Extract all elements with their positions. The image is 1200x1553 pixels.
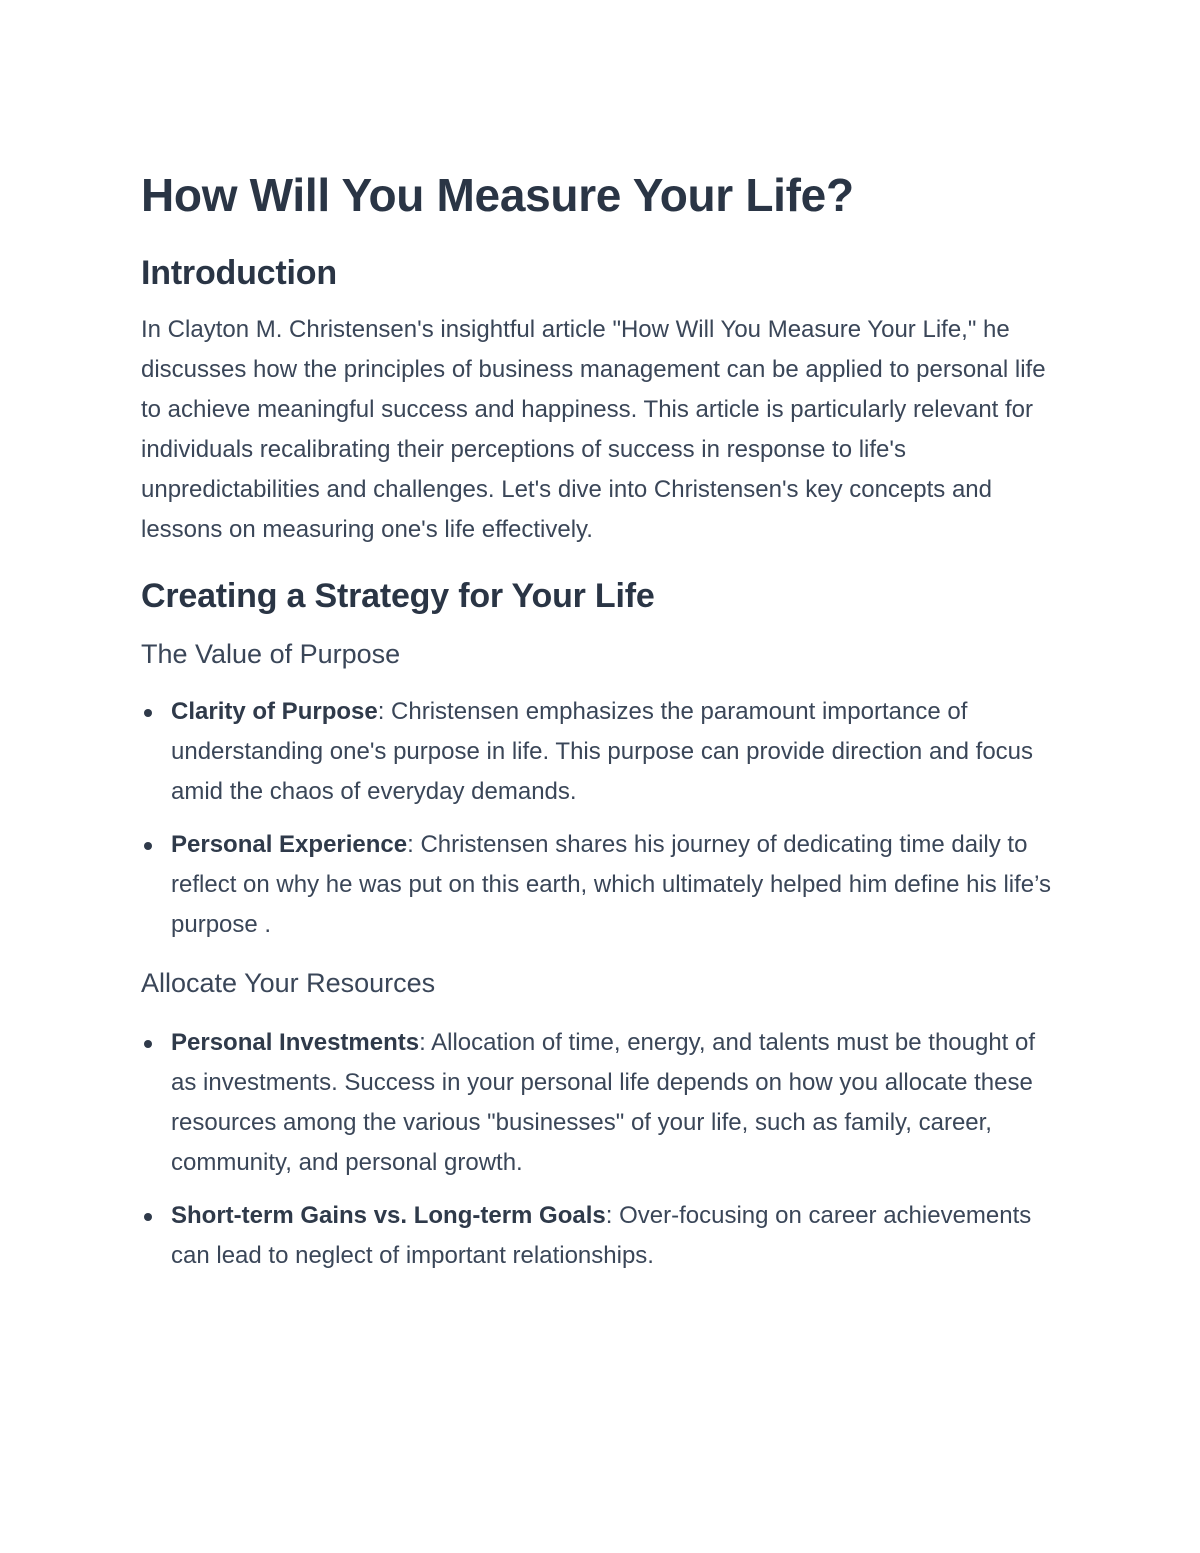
bullet-icon	[144, 1213, 152, 1221]
list-item	[141, 1023, 1061, 1183]
list-item-text: : Allocation of time, energy, and talents must be thought of as investments. Success in your personal life depends on how you allocate these resources among the various "businesses" of your life, such as family, career, community, and personal growth.	[171, 1029, 1036, 1176]
bullet-icon	[144, 709, 152, 717]
resources-list	[141, 1023, 1061, 1276]
purpose-list	[141, 692, 1061, 945]
list-item-term: Personal Investments	[171, 1029, 420, 1056]
introduction-heading: Introduction	[141, 254, 337, 292]
list-item-term: Short-term Gains vs. Long-term Goals	[171, 1202, 606, 1229]
list-item	[141, 825, 1061, 945]
document-title: How Will You Measure Your Life?	[141, 169, 854, 221]
list-item-text: : Over-focusing on career achievements can lead to neglect of important relationships.	[171, 1202, 1032, 1269]
introduction-paragraph: In Clayton M. Christensen's insightful article "How Will You Measure Your Life," he discusses how the principles of business management can be applied to personal life to achieve meaningful success and happiness. This article is particularly relevant for individuals recalibrating their perceptions of success in response to life's unpredictabilities and challenges. Let's dive into Christensen's key concepts and lessons on measuring one's life effectively.	[141, 316, 1046, 543]
list-item	[141, 692, 1061, 812]
bullet-icon	[144, 1040, 152, 1048]
purpose-subheading: The Value of Purpose	[141, 639, 401, 669]
document-page	[141, 160, 1061, 1276]
list-item-term: Clarity of Purpose	[171, 698, 378, 725]
resources-subheading: Allocate Your Resources	[141, 968, 436, 998]
list-item-term: Personal Experience	[171, 831, 408, 858]
list-item	[141, 1196, 1061, 1276]
list-item-text: : Christensen emphasizes the paramount importance of understanding one's purpose in life. This purpose can provide direction and focus amid the chaos of everyday demands.	[171, 698, 1034, 805]
strategy-heading: Creating a Strategy for Your Life	[141, 577, 655, 615]
list-item-text: : Christensen shares his journey of dedicating time daily to reflect on why he was put on this earth, which ultimately helped him define his life’s purpose .	[171, 831, 1052, 938]
bullet-icon	[144, 842, 152, 850]
